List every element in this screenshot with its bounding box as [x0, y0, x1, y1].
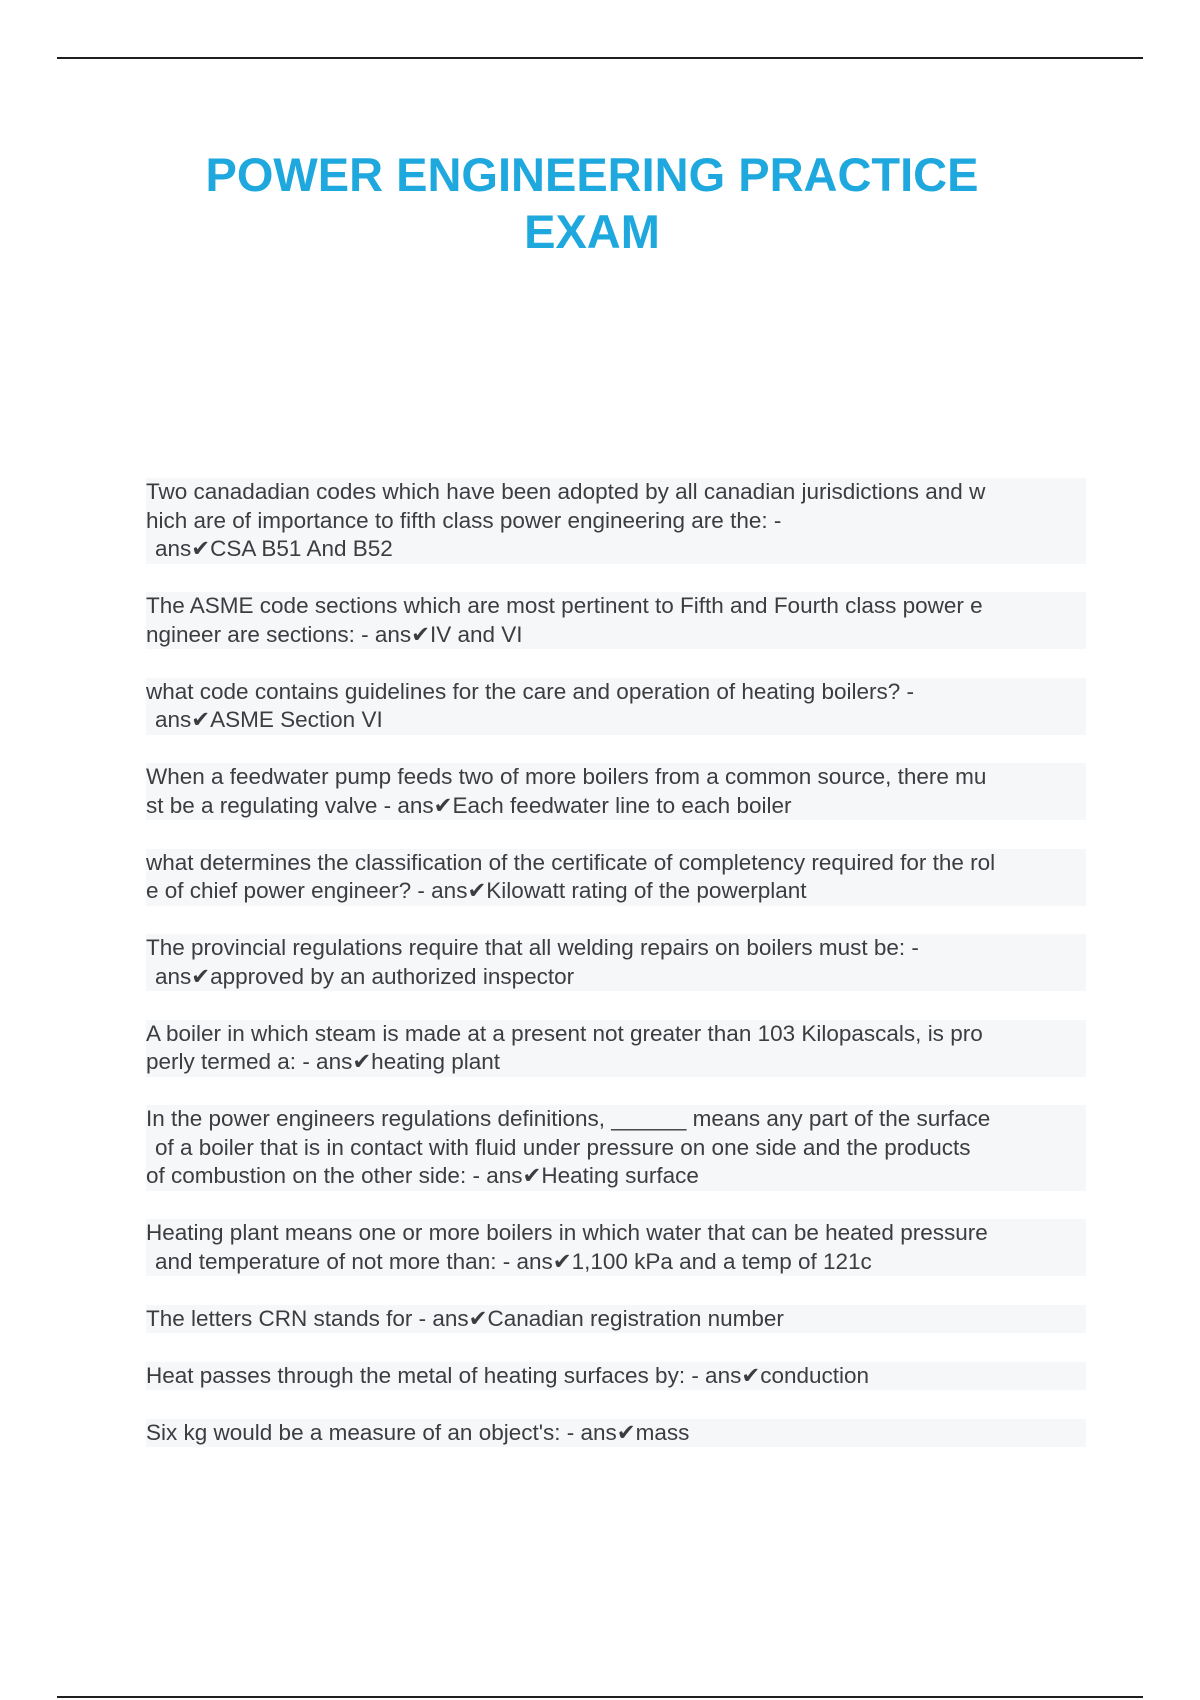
qa-text-line: perly termed a: - ans✔heating plant	[146, 1048, 1086, 1077]
qa-text-line: When a feedwater pump feeds two of more boilers from a common source, there mu	[146, 763, 1086, 792]
qa-item	[146, 1362, 1086, 1391]
qa-item	[146, 1020, 1086, 1077]
qa-text-line: ans✔CSA B51 And B52	[146, 535, 1086, 564]
qa-text-line: of combustion on the other side: - ans✔Heating surface	[146, 1162, 1086, 1191]
qa-text-line: Six kg would be a measure of an object's: - ans✔mass	[146, 1419, 1086, 1448]
qa-text-line: ngineer are sections: - ans✔IV and VI	[146, 621, 1086, 650]
qa-item	[146, 678, 1086, 735]
qa-text-line: ans✔ASME Section VI	[146, 706, 1086, 735]
qa-text-line: and temperature of not more than: - ans✔1,100 kPa and a temp of 121c	[146, 1248, 1086, 1277]
qa-item	[146, 592, 1086, 649]
qa-item	[146, 1305, 1086, 1334]
qa-text-line: hich are of importance to fifth class power engineering are the: -	[146, 507, 1086, 536]
qa-text-line: e of chief power engineer? - ans✔Kilowatt rating of the powerplant	[146, 877, 1086, 906]
qa-text-line: what determines the classification of the certificate of completency required for the rol	[146, 849, 1086, 878]
qa-item	[146, 934, 1086, 991]
qa-item	[146, 849, 1086, 906]
qa-text-line: A boiler in which steam is made at a present not greater than 103 Kilopascals, is pro	[146, 1020, 1086, 1049]
top-divider	[57, 57, 1143, 59]
qa-text-line: of a boiler that is in contact with fluid under pressure on one side and the products	[146, 1134, 1086, 1163]
qa-text-line: st be a regulating valve - ans✔Each feedwater line to each boiler	[146, 792, 1086, 821]
bottom-divider	[57, 1696, 1143, 1698]
qa-item	[146, 478, 1086, 564]
qa-text-line: what code contains guidelines for the care and operation of heating boilers? -	[146, 678, 1086, 707]
title-line-1: POWER ENGINEERING PRACTICE	[205, 148, 979, 201]
page-title	[150, 146, 1034, 260]
qa-item	[146, 1105, 1086, 1191]
qa-text-line: The ASME code sections which are most pertinent to Fifth and Fourth class power e	[146, 592, 1086, 621]
qa-item	[146, 1419, 1086, 1448]
qa-item	[146, 1219, 1086, 1276]
qa-text-line: The letters CRN stands for - ans✔Canadian registration number	[146, 1305, 1086, 1334]
qa-text-line: ans✔approved by an authorized inspector	[146, 963, 1086, 992]
qa-text-line: In the power engineers regulations definitions, ______ means any part of the surface	[146, 1105, 1086, 1134]
qa-text-line: Heating plant means one or more boilers in which water that can be heated pressure	[146, 1219, 1086, 1248]
qa-item	[146, 763, 1086, 820]
qa-text-line: Two canadadian codes which have been adopted by all canadian jurisdictions and w	[146, 478, 1086, 507]
qa-text-line: Heat passes through the metal of heating surfaces by: - ans✔conduction	[146, 1362, 1086, 1391]
question-answer-list	[146, 478, 1086, 1476]
title-line-2: EXAM	[524, 205, 660, 258]
qa-text-line: The provincial regulations require that all welding repairs on boilers must be: -	[146, 934, 1086, 963]
